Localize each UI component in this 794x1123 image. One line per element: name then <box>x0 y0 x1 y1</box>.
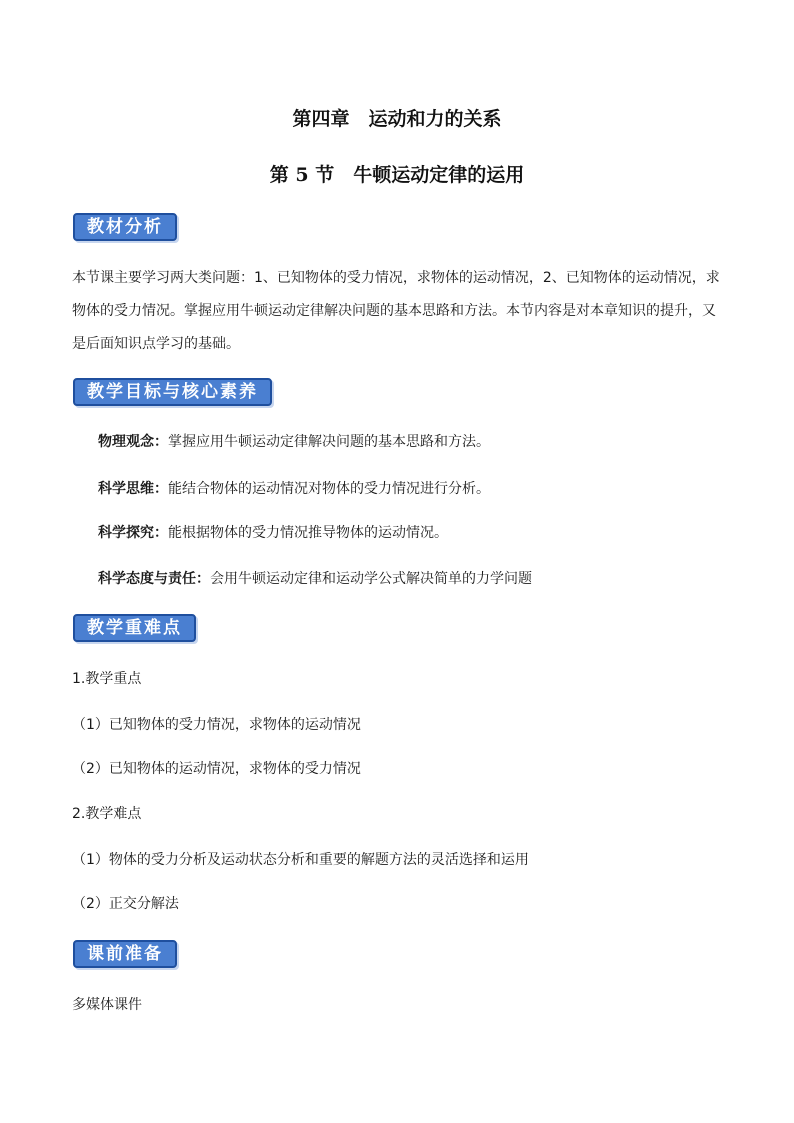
section-heading-goals: 教学目标与核心素养 <box>73 378 272 406</box>
goal-term: 科学探究： <box>98 525 168 541</box>
goal-item-scientific-thinking <box>98 479 490 499</box>
section-heading-keypoints: 教学重难点 <box>73 614 196 642</box>
goal-term: 物理观念： <box>98 434 168 450</box>
focus-item: （2）已知物体的运动情况，求物体的受力情况 <box>72 761 361 777</box>
focus-item: （1）已知物体的受力情况，求物体的运动情况 <box>72 717 361 733</box>
analysis-paragraph: 本节课主要学习两大类问题：1、已知物体的受力情况，求物体的运动情况，2、已知物体的运动情况，求物体的受力情况。掌握应用牛顿运动定律解决问题的基本思路和方法。本节内容是对本章知识的提升，又是后面知识点学习的基础。 <box>72 270 720 352</box>
difficulty-item: （2）正交分解法 <box>72 896 179 912</box>
chapter-title: 第四章 运动和力的关系 <box>292 108 502 130</box>
section-title: 第 5 节 牛顿运动定律的运用 <box>269 164 525 186</box>
focus-title: 1.教学重点 <box>72 671 142 687</box>
goal-text: 掌握应用牛顿运动定律解决问题的基本思路和方法。 <box>168 434 490 450</box>
goal-item-scientific-inquiry <box>98 523 448 543</box>
goal-item-physics-concept <box>98 432 490 452</box>
prep-text: 多媒体课件 <box>72 997 142 1013</box>
section-heading-analysis: 教材分析 <box>73 213 177 241</box>
goal-term: 科学态度与责任： <box>98 571 210 587</box>
difficulty-title: 2.教学难点 <box>72 806 142 822</box>
goal-text: 能根据物体的受力情况推导物体的运动情况。 <box>168 525 448 541</box>
goal-text: 会用牛顿运动定律和运动学公式解决简单的力学问题 <box>210 571 532 587</box>
goal-term: 科学思维： <box>98 481 168 497</box>
goal-text: 能结合物体的运动情况对物体的受力情况进行分析。 <box>168 481 490 497</box>
section-heading-prep: 课前准备 <box>73 940 177 968</box>
goal-item-scientific-attitude <box>98 569 532 589</box>
difficulty-item: （1）物体的受力分析及运动状态分析和重要的解题方法的灵活选择和运用 <box>72 852 529 868</box>
